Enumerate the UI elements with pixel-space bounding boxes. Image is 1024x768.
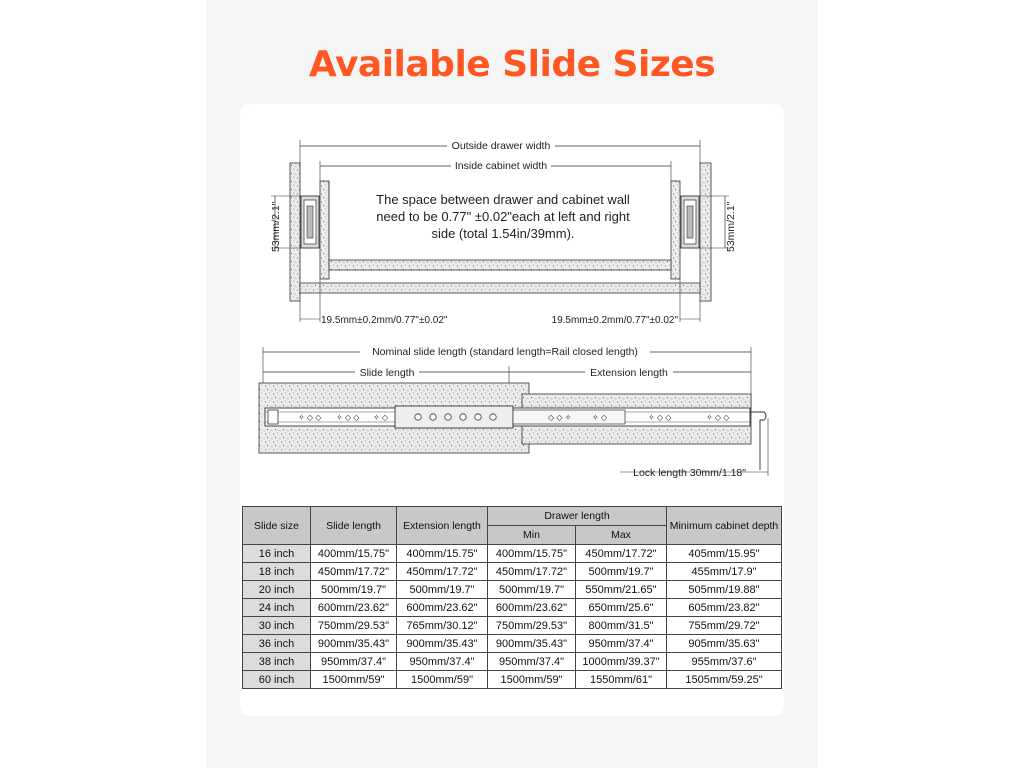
drawer-right-side (671, 181, 680, 279)
cell-extension-length: 950mm/37.4" (397, 653, 488, 671)
outside-drawer-width-label: Outside drawer width (451, 140, 551, 152)
slide-size-table (242, 506, 782, 689)
cell-extension-length: 765mm/30.12" (397, 617, 488, 635)
cell-drawer-max: 950mm/37.4" (576, 635, 667, 653)
cell-drawer-max: 650mm/25.6" (576, 599, 667, 617)
right-cabinet-wall (700, 163, 711, 301)
cell-slide-length: 450mm/17.72" (311, 563, 397, 581)
svg-text:◇ ◇ ✧: ◇ ◇ ✧ (548, 413, 572, 422)
cell-extension-length: 450mm/17.72" (397, 563, 488, 581)
cell-min-cabinet-depth: 405mm/15.95" (667, 545, 782, 563)
cell-extension-length: 1500mm/59" (397, 671, 488, 689)
svg-text:✧ ◇ ◇: ✧ ◇ ◇ (648, 413, 672, 422)
cell-drawer-max: 1000mm/39.37" (576, 653, 667, 671)
cell-drawer-max: 800mm/31.5" (576, 617, 667, 635)
cell-slide-size: 60 inch (243, 671, 311, 689)
cell-slide-length: 600mm/23.62" (311, 599, 397, 617)
cell-slide-length: 500mm/19.7" (311, 581, 397, 599)
cell-drawer-min: 450mm/17.72" (488, 563, 576, 581)
svg-text:✧ ◇: ✧ ◇ (592, 413, 608, 422)
table-row (243, 545, 782, 563)
height-label-left: 53mm/2.1" (270, 201, 282, 252)
gap-label-left: 19.5mm±0.2mm/0.77"±0.02" (321, 315, 448, 326)
cabinet-bottom (300, 283, 700, 293)
table-row (243, 635, 782, 653)
inside-cabinet-width-label: Inside cabinet width (454, 160, 548, 172)
slide-length-label: Slide length (359, 367, 415, 379)
cell-min-cabinet-depth: 605mm/23.82" (667, 599, 782, 617)
left-cabinet-wall (290, 163, 300, 301)
cell-drawer-max: 550mm/21.65" (576, 581, 667, 599)
svg-text:✧ ◇: ✧ ◇ (373, 413, 389, 422)
cell-slide-length: 950mm/37.4" (311, 653, 397, 671)
cell-slide-length: 750mm/29.53" (311, 617, 397, 635)
cell-extension-length: 600mm/23.62" (397, 599, 488, 617)
svg-text:✧ ◇ ◇: ✧ ◇ ◇ (706, 413, 730, 422)
space-note-line-3: side (total 1.54in/39mm). (431, 226, 575, 241)
header-drawer-min: Min (488, 526, 576, 545)
cell-min-cabinet-depth: 955mm/37.6" (667, 653, 782, 671)
cell-min-cabinet-depth: 505mm/19.88" (667, 581, 782, 599)
table-row (243, 581, 782, 599)
header-min-cabinet-depth: Minimum cabinet depth (667, 507, 782, 545)
cell-slide-size: 20 inch (243, 581, 311, 599)
gap-label-right: 19.5mm±0.2mm/0.77"±0.02" (551, 315, 678, 326)
cell-drawer-min: 400mm/15.75" (488, 545, 576, 563)
cell-drawer-min: 950mm/37.4" (488, 653, 576, 671)
table-row (243, 671, 782, 689)
header-slide-length: Slide length (311, 507, 397, 545)
table-row (243, 563, 782, 581)
cell-slide-size: 16 inch (243, 545, 311, 563)
drawer-bottom (329, 260, 671, 270)
cell-slide-size: 18 inch (243, 563, 311, 581)
cell-slide-size: 30 inch (243, 617, 311, 635)
cell-drawer-min: 600mm/23.62" (488, 599, 576, 617)
cell-drawer-min: 900mm/35.43" (488, 635, 576, 653)
cell-extension-length: 400mm/15.75" (397, 545, 488, 563)
header-slide-size: Slide size (243, 507, 311, 545)
nominal-length-label: Nominal slide length (standard length=Rail closed length) (372, 346, 638, 358)
header-drawer-max: Max (576, 526, 667, 545)
cell-extension-length: 500mm/19.7" (397, 581, 488, 599)
cell-min-cabinet-depth: 755mm/29.72" (667, 617, 782, 635)
header-extension-length: Extension length (397, 507, 488, 545)
cross-section-view (270, 139, 737, 326)
cell-drawer-max: 450mm/17.72" (576, 545, 667, 563)
table-row (243, 617, 782, 635)
table-row (243, 599, 782, 617)
cell-min-cabinet-depth: 1505mm/59.25" (667, 671, 782, 689)
cell-slide-size: 36 inch (243, 635, 311, 653)
cell-extension-length: 900mm/35.43" (397, 635, 488, 653)
cell-drawer-max: 1550mm/61" (576, 671, 667, 689)
cell-min-cabinet-depth: 905mm/35.63" (667, 635, 782, 653)
right-rail-profile (681, 196, 699, 248)
cell-slide-length: 900mm/35.43" (311, 635, 397, 653)
page-title: Available Slide Sizes (308, 44, 716, 85)
lock-length-label: Lock length 30mm/1.18" (633, 467, 746, 479)
cell-slide-length: 400mm/15.75" (311, 545, 397, 563)
extension-length-label: Extension length (590, 367, 668, 379)
cell-slide-size: 38 inch (243, 653, 311, 671)
cell-drawer-min: 1500mm/59" (488, 671, 576, 689)
drawer-left-side (320, 181, 329, 279)
left-rail-profile (301, 196, 319, 248)
height-label-right: 53mm/2.1" (725, 201, 737, 252)
space-note-line-2: need to be 0.77" ±0.02"each at left and right (376, 209, 630, 224)
space-note-line-1: The space between drawer and cabinet wall (376, 192, 630, 207)
cell-min-cabinet-depth: 455mm/17.9" (667, 563, 782, 581)
cell-drawer-min: 750mm/29.53" (488, 617, 576, 635)
cell-slide-length: 1500mm/59" (311, 671, 397, 689)
cell-slide-size: 24 inch (243, 599, 311, 617)
table-row (243, 653, 782, 671)
cell-drawer-max: 500mm/19.7" (576, 563, 667, 581)
svg-text:✧ ◇ ◇: ✧ ◇ ◇ (298, 413, 322, 422)
side-view (259, 345, 768, 479)
svg-text:✧ ◇ ◇: ✧ ◇ ◇ (336, 413, 360, 422)
header-drawer-length: Drawer length (488, 507, 667, 526)
cell-drawer-min: 500mm/19.7" (488, 581, 576, 599)
